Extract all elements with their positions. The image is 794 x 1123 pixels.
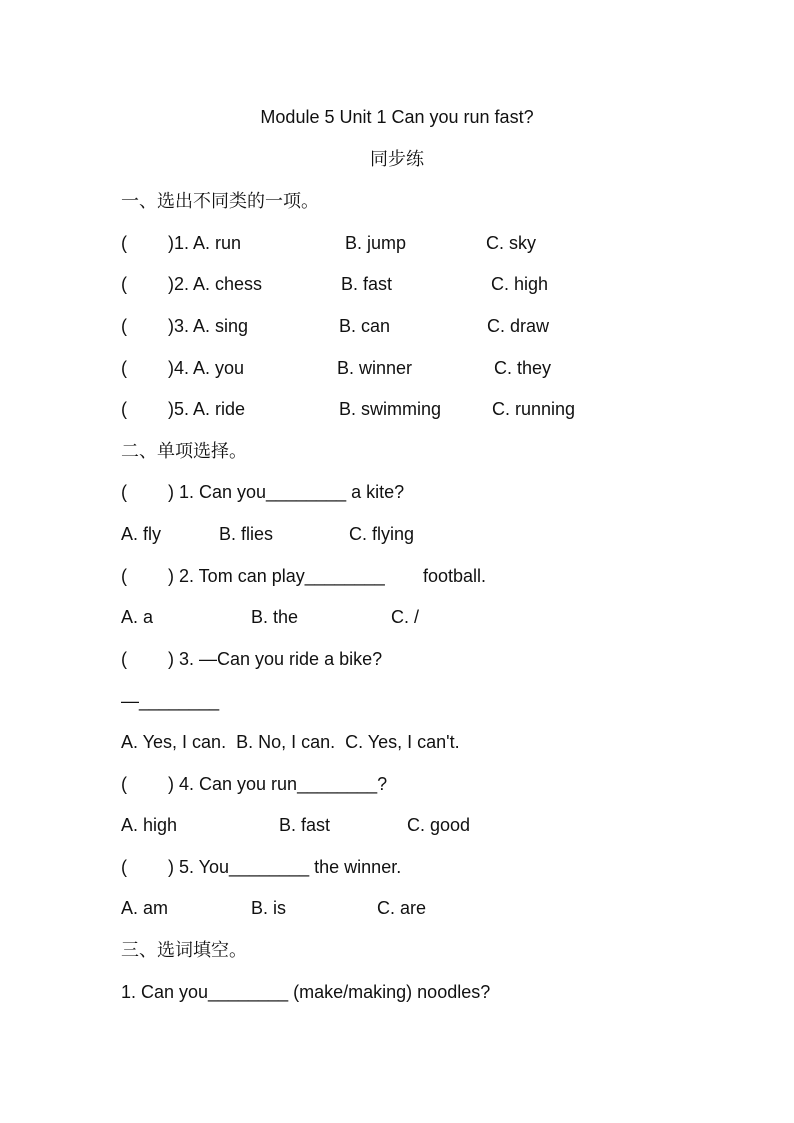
question-text: ) 3. —Can you ride a bike? xyxy=(168,649,383,669)
section1-heading: 一、选出不同类的一项。 xyxy=(121,191,319,211)
options-line: A. Yes, I can. B. No, I can. C. Yes, I can't. xyxy=(121,732,460,752)
option-a: A. high xyxy=(121,815,178,835)
answer-bracket: ( xyxy=(121,274,127,294)
worksheet-subtitle: 同步练 xyxy=(370,149,424,169)
item-option-a: )5. A. ride xyxy=(168,399,246,419)
option-c: C. good xyxy=(407,815,471,835)
item-option-a: )1. A. run xyxy=(168,233,242,253)
item-option-c: C. running xyxy=(492,399,576,419)
question-text: ) 2. Tom can play________ xyxy=(168,566,385,586)
option-a: A. a xyxy=(121,607,154,627)
answer-bracket: ( xyxy=(121,774,127,794)
worksheet-title: Module 5 Unit 1 Can you run fast? xyxy=(260,107,534,127)
section2-heading: 二、单项选择。 xyxy=(121,441,247,461)
answer-bracket: ( xyxy=(121,399,127,419)
answer-bracket: ( xyxy=(121,566,127,586)
answer-bracket: ( xyxy=(121,857,127,877)
answer-bracket: ( xyxy=(121,316,127,336)
option-b: B. fast xyxy=(279,815,331,835)
answer-bracket: ( xyxy=(121,482,127,502)
item-option-b: B. can xyxy=(339,316,391,336)
item-option-c: C. draw xyxy=(487,316,550,336)
item-option-c: C. sky xyxy=(486,233,537,253)
answer-line: —________ xyxy=(121,691,220,711)
item-option-b: B. winner xyxy=(337,358,413,378)
section3-heading: 三、选词填空。 xyxy=(121,940,247,960)
item-option-b: B. swimming xyxy=(339,399,442,419)
item-option-b: B. fast xyxy=(341,274,393,294)
option-a: A. am xyxy=(121,898,169,918)
answer-bracket: ( xyxy=(121,358,127,378)
option-c: C. / xyxy=(391,607,420,627)
item-option-a: )4. A. you xyxy=(168,358,245,378)
section3-question: 1. Can you________ (make/making) noodles? xyxy=(121,982,491,1002)
question-text: ) 5. You________ the winner. xyxy=(168,857,402,877)
item-option-b: B. jump xyxy=(345,233,407,253)
item-option-c: C. high xyxy=(491,274,549,294)
question-tail: football. xyxy=(423,566,487,586)
option-c: C. flying xyxy=(349,524,415,544)
option-c: C. are xyxy=(377,898,427,918)
item-option-a: )3. A. sing xyxy=(168,316,249,336)
option-b: B. the xyxy=(251,607,299,627)
option-a: A. fly xyxy=(121,524,162,544)
option-b: B. flies xyxy=(219,524,274,544)
answer-bracket: ( xyxy=(121,233,127,253)
item-option-c: C. they xyxy=(494,358,552,378)
option-b: B. is xyxy=(251,898,287,918)
item-option-a: )2. A. chess xyxy=(168,274,263,294)
answer-bracket: ( xyxy=(121,649,127,669)
question-text: ) 1. Can you________ a kite? xyxy=(168,482,405,502)
question-text: ) 4. Can you run________? xyxy=(168,774,388,794)
